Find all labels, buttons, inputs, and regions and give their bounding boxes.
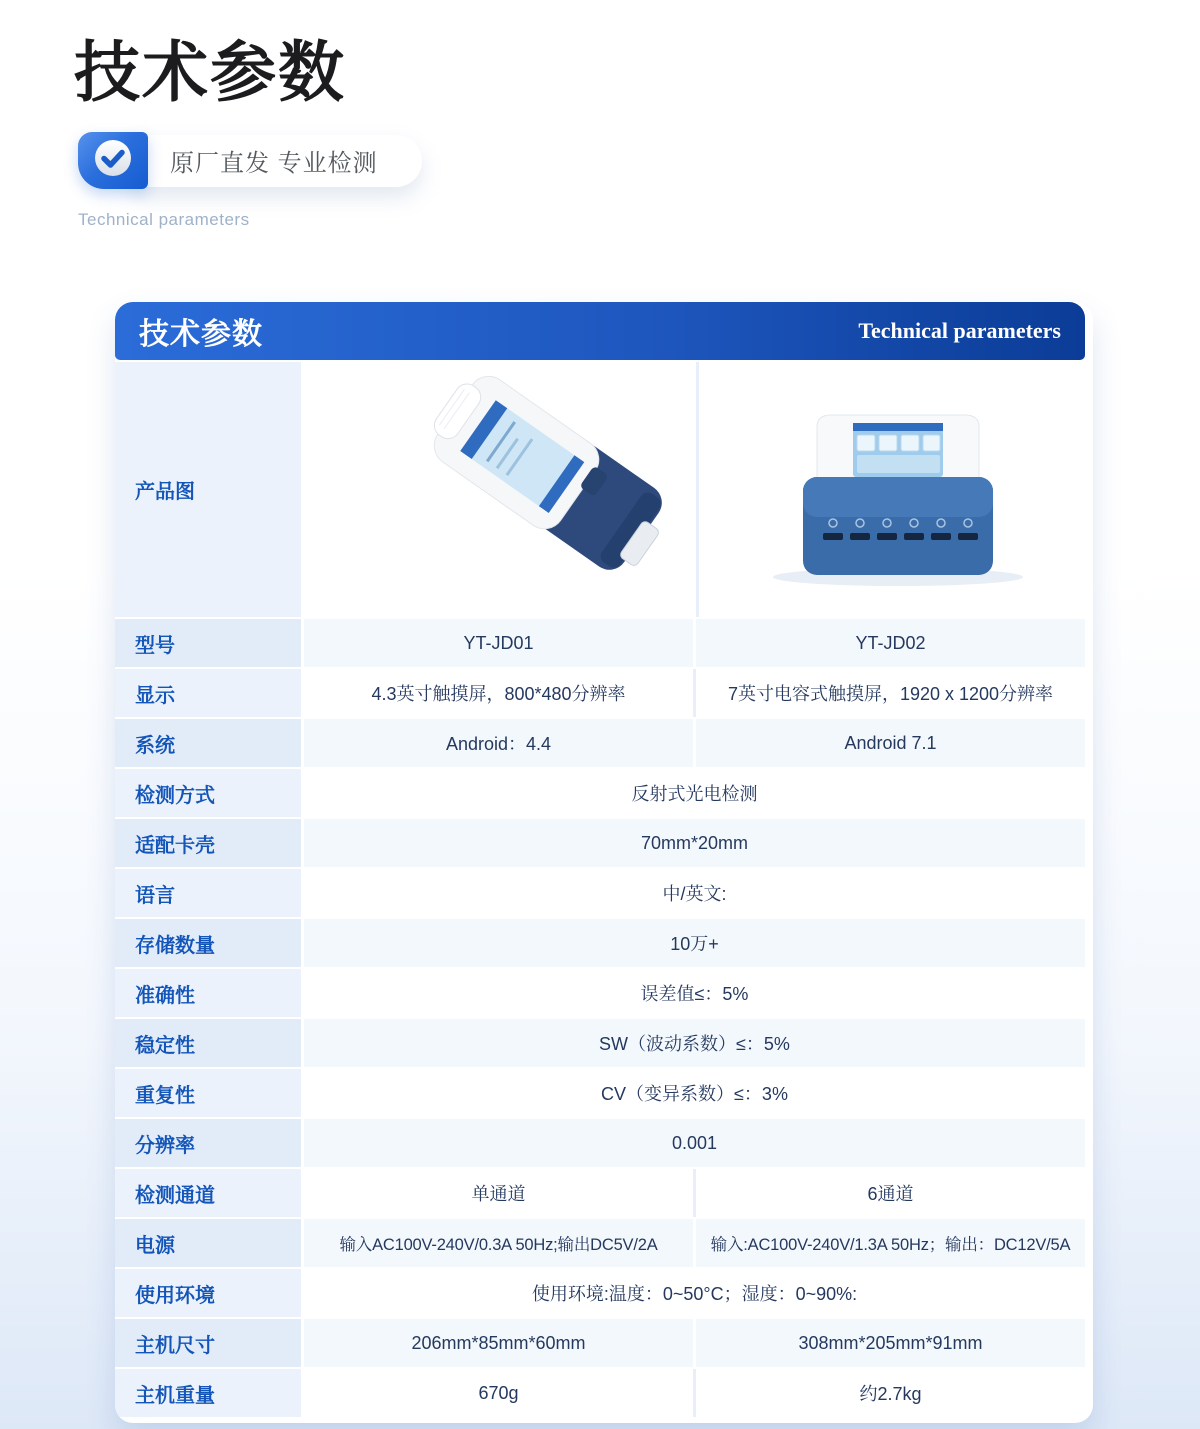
table-row-product-images: [115, 362, 1085, 617]
trust-badge: [78, 132, 1200, 190]
table-row: [115, 1169, 1085, 1217]
table-row: [115, 1069, 1085, 1117]
row-value: SW（波动系数）≤：5%: [304, 1019, 1085, 1067]
table-row: [115, 669, 1085, 717]
badge-square: [78, 132, 148, 189]
page-subtitle: Technical parameters: [78, 209, 250, 229]
row-value: 单通道: [304, 1169, 693, 1217]
row-value: 约2.7kg: [696, 1369, 1085, 1417]
row-value: CV（变异系数）≤：3%: [304, 1069, 1085, 1117]
table-row: [115, 969, 1085, 1017]
row-value: Android：4.4: [304, 719, 693, 767]
row-value: 输入AC100V-240V/0.3A 50Hz;输出DC5V/2A: [304, 1219, 693, 1267]
row-value: 10万+: [304, 919, 1085, 967]
row-label: 分辨率: [115, 1119, 301, 1167]
desktop-analyzer-photo: [705, 362, 1091, 617]
row-label: 电源: [115, 1219, 301, 1267]
row-label: 存储数量: [115, 919, 301, 967]
page-title: 技术参数: [74, 33, 346, 111]
row-value: 使用环境:温度：0~50°C；湿度：0~90%:: [304, 1269, 1085, 1317]
table-row: [115, 1119, 1085, 1167]
product-image-yt-jd01: [304, 362, 696, 617]
row-value: 0.001: [304, 1119, 1085, 1167]
row-value: YT-JD01: [304, 619, 693, 667]
table-row: [115, 719, 1085, 767]
row-value: 7英寸电容式触摸屏，1920 x 1200分辨率: [696, 669, 1085, 717]
row-value: 中/英文:: [304, 869, 1085, 917]
row-label: 稳定性: [115, 1019, 301, 1067]
table-row: [115, 1319, 1085, 1367]
row-label: 适配卡壳: [115, 819, 301, 867]
card-title-en: Technical parameters: [858, 318, 1061, 343]
table-row: [115, 769, 1085, 817]
table-row: [115, 1219, 1085, 1267]
row-value: 误差值≤：5%: [304, 969, 1085, 1017]
badge-label: 原厂直发 专业检测: [134, 135, 422, 187]
row-label: 显示: [115, 669, 301, 717]
row-label: 准确性: [115, 969, 301, 1017]
table-row: [115, 1019, 1085, 1067]
row-label: 型号: [115, 619, 301, 667]
check-circle-icon: [93, 138, 133, 183]
card-header: [115, 302, 1085, 360]
product-image-yt-jd02: [699, 362, 1093, 617]
row-value: 输入:AC100V-240V/1.3A 50Hz；输出：DC12V/5A: [696, 1219, 1085, 1267]
card-title-zh: 技术参数: [139, 317, 263, 352]
row-label: 主机重量: [115, 1369, 301, 1417]
table-row: [115, 1269, 1085, 1317]
row-value: 670g: [304, 1369, 693, 1417]
row-value: YT-JD02: [696, 619, 1085, 667]
row-label: 使用环境: [115, 1269, 301, 1317]
table-row: [115, 619, 1085, 667]
row-label: 主机尺寸: [115, 1319, 301, 1367]
spec-rows: [115, 619, 1093, 1417]
spec-card: [115, 302, 1093, 1423]
row-value: Android 7.1: [696, 719, 1085, 767]
row-label: 产品图: [115, 362, 301, 617]
row-value: 308mm*205mm*91mm: [696, 1319, 1085, 1367]
row-label: 重复性: [115, 1069, 301, 1117]
table-row: [115, 869, 1085, 917]
row-label: 检测通道: [115, 1169, 301, 1217]
table-row: [115, 819, 1085, 867]
row-value: 6通道: [696, 1169, 1085, 1217]
row-value: 4.3英寸触摸屏，800*480分辨率: [304, 669, 693, 717]
row-value: 206mm*85mm*60mm: [304, 1319, 693, 1367]
handheld-analyzer-photo: [310, 362, 690, 617]
row-label: 系统: [115, 719, 301, 767]
row-label: 语言: [115, 869, 301, 917]
table-row: [115, 1369, 1085, 1417]
row-value: 70mm*20mm: [304, 819, 1085, 867]
row-value: 反射式光电检测: [304, 769, 1085, 817]
table-row: [115, 919, 1085, 967]
row-label: 检测方式: [115, 769, 301, 817]
